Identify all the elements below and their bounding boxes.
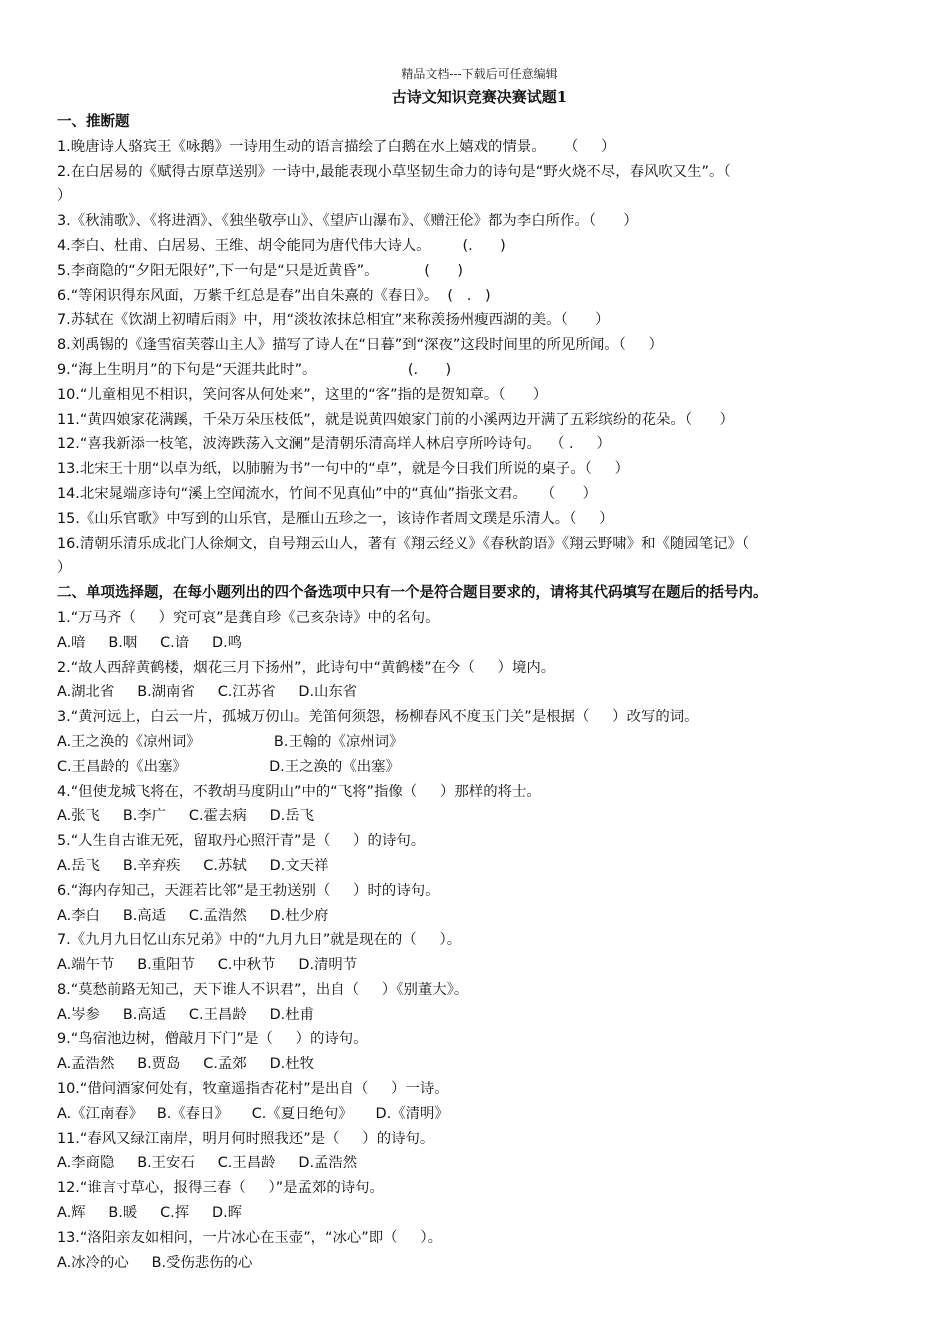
- text-line: A.岳飞 B.辛弃疾 C.苏轼 D.文天祥: [57, 857, 329, 874]
- text-line: 15.《山乐官歌》中写到的山乐官，是雁山五珍之一，该诗作者周文璞是乐清人。（ ）: [57, 510, 614, 527]
- text-line: 6.“等闲识得东风面，万紫千红总是春”出自朱熹的《春日》。 ( . ): [57, 287, 491, 304]
- text-line: A.湖北省 B.湖南省 C.江苏省 D.山东省: [57, 684, 358, 701]
- section-heading: 二、单项选择题，在每小题列出的四个备选项中只有一个是符合题目要求的，请将其代码填写在题后的括号内。: [57, 585, 768, 602]
- text-line: 14.北宋晁端彦诗句“溪上空闻流水，竹间不见真仙”中的“真仙”指张文君。 （ ）: [57, 485, 597, 502]
- text-line: A.冰冷的心 B.受伤悲伤的心: [57, 1254, 253, 1271]
- text-line: A.岑参 B.高适 C.王昌龄 D.杜甫: [57, 1006, 315, 1023]
- text-line: A.端午节 B.重阳节 C.中秋节 D.清明节: [57, 957, 358, 974]
- section-heading: 一、推断题: [57, 114, 130, 130]
- text-line: ）: [57, 560, 72, 577]
- text-line: 9.“鸟宿池边树，僧敲月下门”是（ ）的诗句。: [57, 1031, 368, 1048]
- text-line: A.李商隐 B.王安石 C.王昌龄 D.孟浩然: [57, 1155, 358, 1172]
- text-line: 3.《秋浦歌》、《将进酒》、《独坐敬亭山》、《望庐山瀑布》、《赠汪伦》都为李白所作。（ ）: [57, 213, 638, 230]
- text-line: 12.“喜我新添一枝笔，波涛跌荡入文澜”是清朝乐清高垟人林启亨所吟诗句。 （ . ）: [57, 436, 611, 453]
- text-line: 11.“黄四娘家花满蹊，千朵万朵压枝低”，就是说黄四娘家门前的小溪两边开满了五彩缤纷的花朵。（ ）: [57, 411, 734, 428]
- text-line: 8.“莫愁前路无知己，天下谁人不识君”，出自（ ）《别董大》。: [57, 981, 469, 998]
- text-line: 9.“海上生明月”的下句是“天涯共此时”。 (. ): [57, 361, 452, 378]
- text-line: A.《江南春》 B.《春日》 C.《夏日绝句》 D.《清明》: [57, 1105, 449, 1122]
- text-line: A.张飞 B.李广 C.霍去病 D.岳飞: [57, 808, 315, 825]
- text-line: 7.苏轼在《饮湖上初晴后雨》中，用“淡妆浓抹总相宜”来称羡扬州瘦西湖的美。（ ）: [57, 312, 610, 329]
- question-list: [57, 606, 902, 1276]
- text-line: A.孟浩然 B.贾岛 C.孟郊 D.杜牧: [57, 1056, 315, 1073]
- text-line: A.喑 B.咽 C.谙 D.鸣: [57, 634, 243, 651]
- text-line: 7.《九月九日忆山东兄弟》中的“九月九日”就是现在的（ ）。: [57, 932, 462, 949]
- text-line: A.王之涣的《凉州词》 B.王翰的《凉州词》: [57, 733, 404, 750]
- text-line: A.李白 B.高适 C.孟浩然 D.杜少府: [57, 907, 329, 924]
- text-line: 4.李白、杜甫、白居易、王维、胡令能同为唐代伟大诗人。 (. ): [57, 237, 506, 254]
- section-judgement: [57, 110, 902, 581]
- question-list: [57, 135, 902, 581]
- text-line: 8.刘禹锡的《逢雪宿芙蓉山主人》描写了诗人在“日暮”到“深夜”这段时间里的所见所闻。（ ）: [57, 337, 664, 354]
- text-line: A.辉 B.暖 C.挥 D.晖: [57, 1205, 243, 1222]
- text-line: 5.“人生自古谁无死，留取丹心照汗青”是（ ）的诗句。: [57, 833, 426, 850]
- document-page: [57, 64, 902, 1275]
- page-header: 精品文档---下载后可任意编辑: [401, 67, 558, 81]
- section-choice: [57, 581, 902, 1275]
- text-line: 10.“借问酒家何处有，牧童遥指杏花村”是出自（ ）一诗。: [57, 1081, 449, 1098]
- text-line: 13.北宋王十朋“以卓为纸，以肺腑为书”一句中的“卓”，就是今日我们所说的桌子。（ ）: [57, 461, 630, 478]
- text-line: 6.“海内存知己，天涯若比邻”是王勃送别（ ）时的诗句。: [57, 882, 440, 899]
- text-line: 5.李商隐的“夕阳无限好”,下一句是“只是近黄昏”。 ( ): [57, 262, 463, 279]
- text-line: 4.“但使龙城飞将在，不教胡马度阴山”中的“飞将”指像（ ）那样的将士。: [57, 783, 541, 800]
- text-line: 2.在白居易的《赋得古原草送别》一诗中,最能表现小草坚韧生命力的诗句是“野火烧不尽，春风吹又生”。（: [57, 163, 731, 180]
- text-line: 1.“万马齐（ ）究可哀”是龚自珍《己亥杂诗》中的名句。: [57, 609, 440, 626]
- page-title: 古诗文知识竞赛决赛试题1: [391, 88, 568, 106]
- text-line: 11.“春风又绿江南岸，明月何时照我还”是（ ）的诗句。: [57, 1130, 435, 1147]
- text-line: 13.“洛阳亲友如相问，一片冰心在玉壶”，“冰心”即（ ）。: [57, 1229, 442, 1246]
- text-line: 1.晚唐诗人骆宾王《咏鹅》一诗用生动的语言描绘了白鹅在水上嬉戏的情景。 （ ）: [57, 138, 616, 155]
- text-line: 2.“故人西辞黄鹤楼，烟花三月下扬州”，此诗句中“黄鹤楼”在今（ ）境内。: [57, 659, 556, 676]
- text-line: 3.“黄河远上，白云一片，孤城万仞山。羌笛何须怨，杨柳春风不度玉门关”是根据（ ）改写的词。: [57, 709, 699, 726]
- text-line: ）: [57, 188, 72, 205]
- text-line: C.王昌龄的《出塞》 D.王之涣的《出塞》: [57, 758, 400, 775]
- text-line: 10.“儿童相见不相识，笑问客从何处来”，这里的“客”指的是贺知章。（ ）: [57, 386, 548, 403]
- text-line: 16.清朝乐清乐成北门人徐炯文，自号翔云山人，著有《翔云经义》《春秋韵语》《翔云野啸》和《随园笔记》（: [57, 535, 750, 552]
- text-line: 12.“谁言寸草心，报得三春（ ）”是孟郊的诗句。: [57, 1180, 384, 1197]
